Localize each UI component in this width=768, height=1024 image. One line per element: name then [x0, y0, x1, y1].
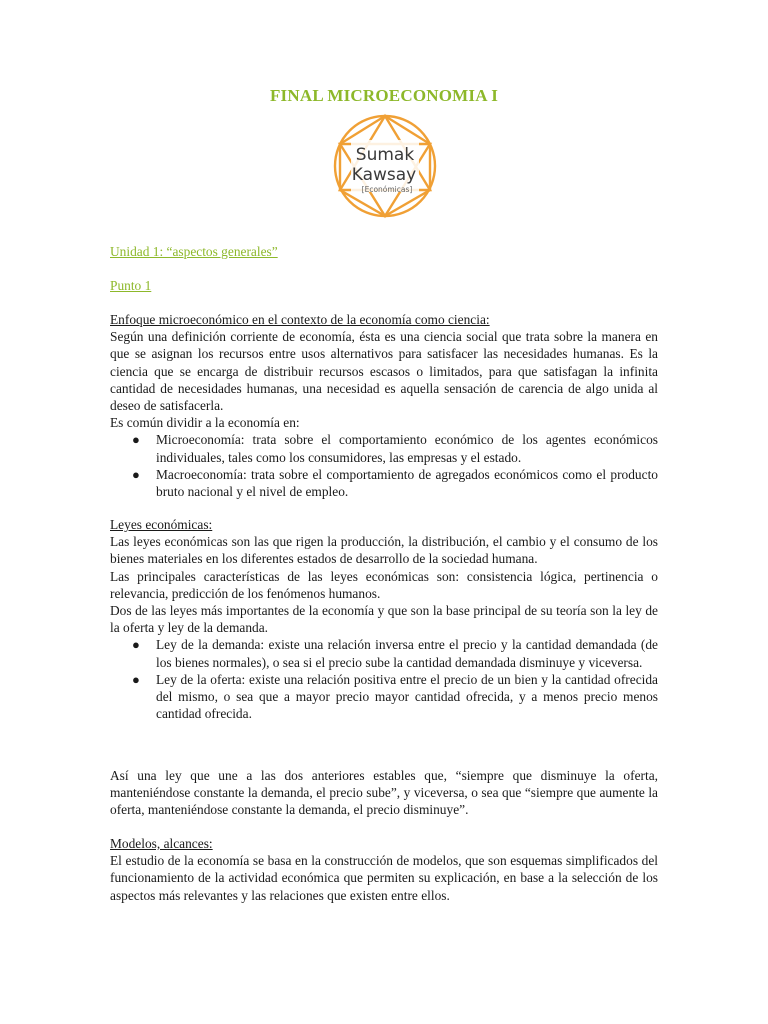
- list-item-text: Microeconomía: trata sobre el comportamiento económico de los agentes económicos individuales, tales como los consumidores, las empresas y el estado.: [156, 432, 658, 465]
- section-heading: Enfoque microeconómico en el contexto de la economía como ciencia:: [110, 312, 490, 327]
- svg-text:Kawsay: Kawsay: [351, 165, 417, 185]
- section-models: [110, 835, 658, 904]
- paragraph: Dos de las leyes más importantes de la economía y que son la base principal de su teoría son la ley de la oferta y ley de la demanda.: [110, 603, 658, 636]
- svg-text:[Económicas]: [Económicas]: [361, 185, 413, 194]
- paragraph: Es común dividir a la economía en:: [110, 415, 300, 431]
- paragraph: Las leyes económicas son las que rigen la producción, la distribución, el cambio y el consumo de los bienes materiales en los diferentes estados de desarrollo de la sociedad humana.: [110, 534, 658, 567]
- section-microeconomic-approach: [110, 311, 658, 500]
- paragraph: Según una definición corriente de economía, ésta es una ciencia social que trata sobre la manera en que se asignan los recursos entre usos alternativos para satisfacer las necesidades humanas. Es la ciencia que se encarga de distribuir recursos escasos o limitados, para que satisfagan la infinita cantidad de necesidades humanas, una necesidad es aquella sensación de carencia de algo unida al deseo de satisfacerla.: [110, 329, 658, 414]
- paragraph-supply-demand: Así una ley que une a las dos anteriores estables que, “siempre que disminuye la oferta, manteniéndose constante la demanda, el precio sube”, y viceversa, o sea que “siempre que aumente la oferta, manteniéndose constante la demanda, el precio disminuye”.: [110, 768, 658, 818]
- point-heading: Punto 1: [110, 278, 152, 293]
- list-item-text: Macroeconomía: trata sobre el comportamiento de agregados económicos como el producto bruto nacional y el nivel de empleo.: [156, 466, 658, 500]
- paragraph: Las principales características de las leyes económicas son: consistencia lógica, pertinencia o relevancia, predicción de los fenómenos humanos.: [110, 568, 658, 601]
- sumak-kawsay-logo: [329, 112, 441, 220]
- list-item: [110, 466, 658, 500]
- section-heading: Modelos, alcances:: [110, 836, 213, 851]
- list-item: [110, 431, 658, 465]
- svg-text:Sumak: Sumak: [355, 145, 415, 165]
- bullet-icon: ●: [132, 432, 140, 448]
- bullet-list: [110, 431, 658, 500]
- section-heading: Leyes económicas:: [110, 517, 213, 532]
- unit-heading: Unidad 1: “aspectos generales”: [110, 244, 278, 259]
- list-item: [110, 636, 658, 670]
- section-economic-laws: [110, 516, 658, 722]
- list-item-text: Ley de la oferta: existe una relación positiva entre el precio de un bien y la cantidad ofrecida del mismo, o sea que a mayor precio mayor cantidad ofrecida, y a menos precio menos cantidad ofrecida.: [156, 671, 658, 722]
- bullet-icon: ●: [132, 671, 140, 687]
- bullet-icon: ●: [132, 466, 140, 482]
- list-item: [110, 671, 658, 723]
- document-title: FINAL MICROECONOMIA I: [269, 86, 499, 105]
- list-item-text: Ley de la demanda: existe una relación inversa entre el precio y la cantidad demandada (de los bienes normales), o sea si el precio sube la cantidad demandada disminuye y viceversa.: [156, 637, 658, 670]
- paragraph: El estudio de la economía se basa en la construcción de modelos, que son esquemas simplificados del funcionamiento de la actividad económica que permiten su explicación, en base a la selección de los aspectos más relevantes y las relaciones que existen entre ellos.: [110, 853, 658, 903]
- bullet-icon: ●: [132, 637, 140, 653]
- bullet-list: [110, 636, 658, 722]
